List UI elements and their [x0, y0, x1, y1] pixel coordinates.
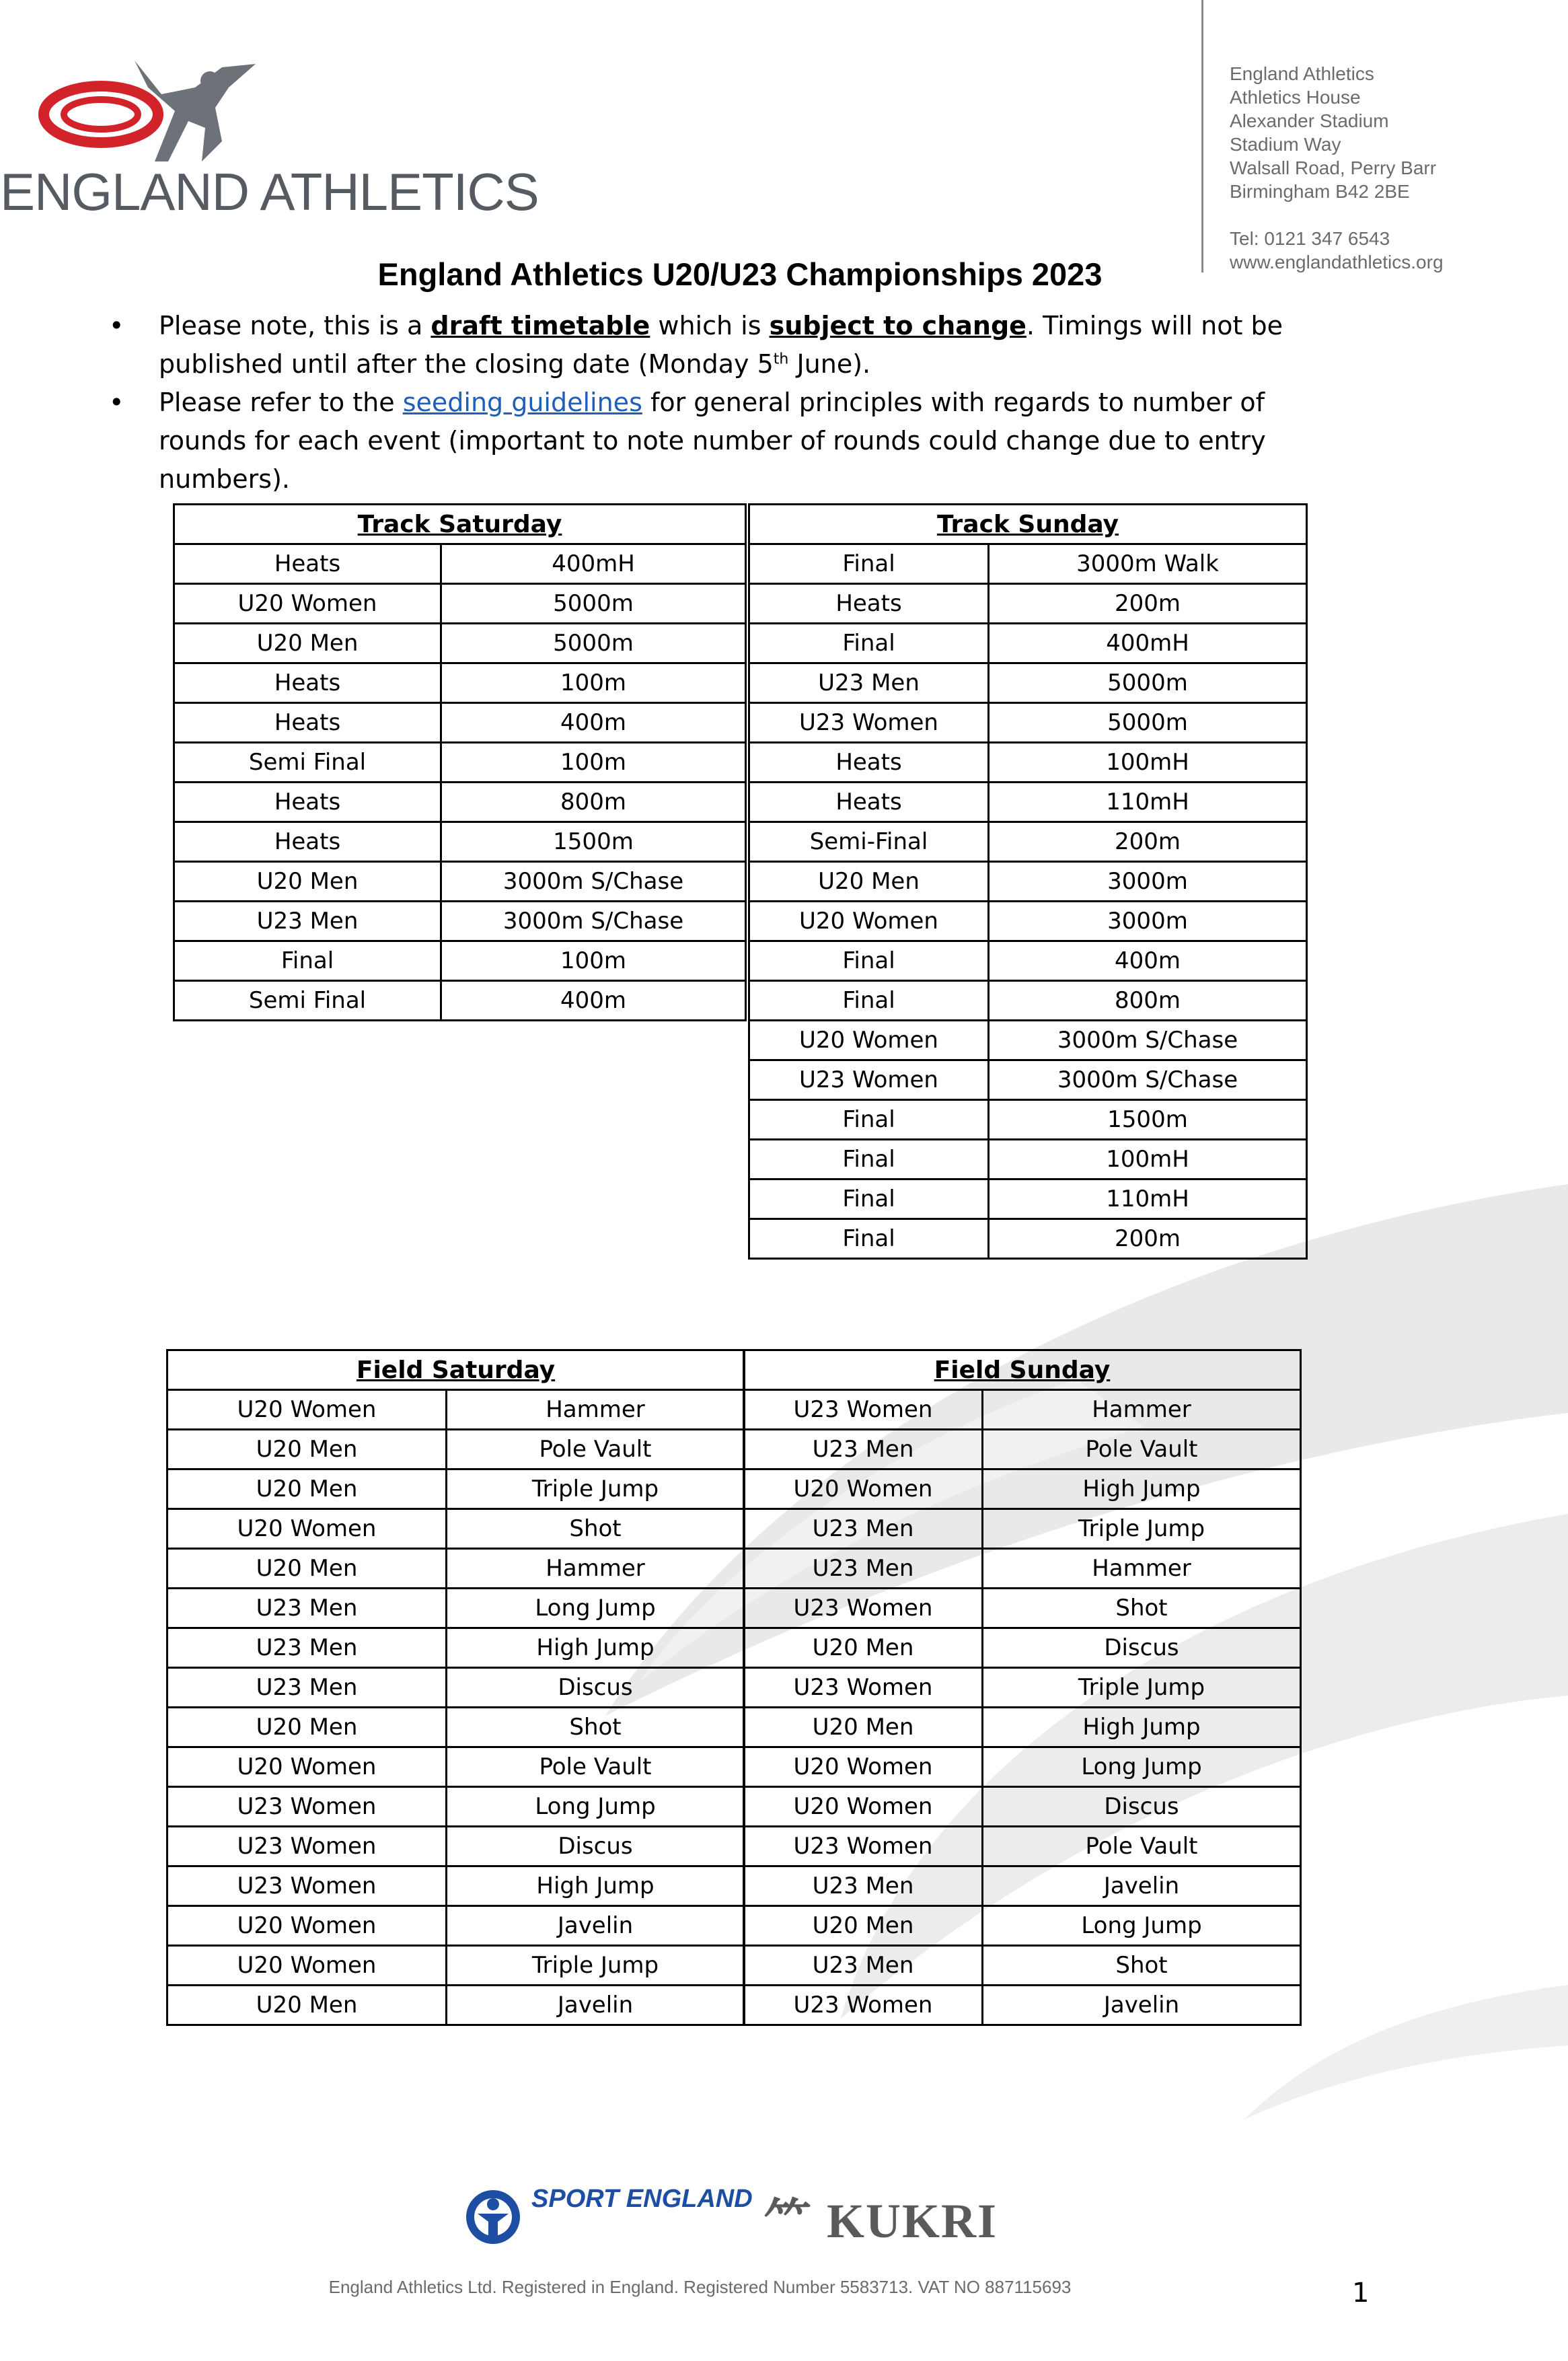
round-cell: U23 Women	[744, 1986, 983, 2025]
round-cell: U23 Women	[744, 1589, 983, 1628]
event-cell: 5000m	[441, 624, 746, 663]
table-row	[749, 584, 1307, 624]
event-cell: Discus	[447, 1827, 745, 1866]
website[interactable]: www.englandathletics.org	[1230, 252, 1444, 273]
address-line: Walsall Road, Perry Barr	[1230, 157, 1437, 178]
event-cell: 200m	[989, 584, 1307, 624]
round-cell: U23 Men	[744, 1509, 983, 1549]
round-cell: U23 Women	[167, 1827, 447, 1866]
round-cell: U20 Women	[749, 902, 989, 941]
event-cell: Hammer	[983, 1549, 1301, 1589]
address-line: Birmingham B42 2BE	[1230, 181, 1410, 202]
event-cell: High Jump	[983, 1469, 1301, 1509]
round-cell: U20 Men	[167, 1469, 447, 1509]
event-cell: 3000m S/Chase	[441, 862, 746, 902]
round-cell: U23 Men	[744, 1549, 983, 1589]
table-row	[749, 862, 1307, 902]
sport-england-logo: SPORT ENGLAND	[531, 2185, 753, 2213]
round-cell: U23 Men	[744, 1946, 983, 1986]
event-cell: Shot	[447, 1509, 745, 1549]
table-row	[744, 1430, 1301, 1469]
round-cell: U20 Women	[749, 1021, 989, 1060]
table-row	[749, 1021, 1307, 1060]
footer-legal: England Athletics Ltd. Registered in England. Registered Number 5583713. VAT NO 887115693	[328, 2277, 1072, 2297]
event-cell: 400m	[441, 703, 746, 743]
round-cell: U20 Women	[167, 1390, 447, 1430]
table-row	[167, 1469, 745, 1509]
table-row	[744, 1509, 1301, 1549]
event-cell: Triple Jump	[983, 1668, 1301, 1708]
table-title: Track Saturday	[174, 505, 746, 544]
address-line: England Athletics	[1230, 63, 1374, 84]
table-row	[744, 1708, 1301, 1747]
table-row	[744, 1628, 1301, 1668]
table-row	[167, 1906, 745, 1946]
sport-england-logo-icon	[463, 2187, 523, 2247]
table-row	[744, 1827, 1301, 1866]
table-row	[174, 624, 746, 663]
round-cell: U23 Men	[167, 1628, 447, 1668]
event-cell: Long Jump	[983, 1747, 1301, 1787]
event-cell: 3000m S/Chase	[989, 1060, 1307, 1100]
event-cell: Pole Vault	[983, 1827, 1301, 1866]
round-cell: U23 Women	[167, 1787, 447, 1827]
table-row	[167, 1589, 745, 1628]
table-row	[167, 1668, 745, 1708]
table-title: Field Saturday	[167, 1350, 745, 1390]
table-row	[167, 1628, 745, 1668]
event-cell: Hammer	[983, 1390, 1301, 1430]
event-cell: Discus	[447, 1668, 745, 1708]
event-cell: 800m	[441, 783, 746, 822]
round-cell: U23 Women	[744, 1668, 983, 1708]
event-cell: 400mH	[989, 624, 1307, 663]
table-row	[749, 663, 1307, 703]
table-row	[174, 584, 746, 624]
round-cell: U20 Men	[167, 1708, 447, 1747]
event-cell: Pole Vault	[983, 1430, 1301, 1469]
event-cell: Shot	[447, 1708, 745, 1747]
table-row	[174, 783, 746, 822]
table-row	[174, 743, 746, 783]
table-row	[167, 1509, 745, 1549]
table-row	[749, 822, 1307, 862]
round-cell: U20 Women	[744, 1787, 983, 1827]
round-cell: U23 Men	[744, 1866, 983, 1906]
event-cell: 100m	[441, 663, 746, 703]
table-row	[749, 783, 1307, 822]
round-cell: Final	[174, 941, 441, 981]
round-cell: U23 Men	[744, 1430, 983, 1469]
telephone: Tel: 0121 347 6543	[1230, 228, 1390, 249]
table-row	[749, 1100, 1307, 1140]
seeding-guidelines-link[interactable]: seeding guidelines	[402, 388, 642, 417]
event-cell: High Jump	[447, 1628, 745, 1668]
event-cell: High Jump	[447, 1866, 745, 1906]
table-row	[174, 981, 746, 1021]
bullet-icon: •	[109, 311, 124, 340]
round-cell: U20 Men	[744, 1708, 983, 1747]
table-row	[174, 544, 746, 584]
event-cell: Triple Jump	[983, 1509, 1301, 1549]
round-cell: U20 Women	[174, 584, 441, 624]
table-row	[167, 1747, 745, 1787]
round-cell: U23 Women	[744, 1827, 983, 1866]
note-item: • Please note, this is a draft timetable which is subject to change. Timings will not be published until after the closing date (Monday 5th June).	[101, 307, 1359, 384]
bullet-icon: •	[109, 388, 124, 417]
table-row	[744, 1390, 1301, 1430]
round-cell: U23 Men	[174, 902, 441, 941]
round-cell: Semi Final	[174, 981, 441, 1021]
table-row	[744, 1549, 1301, 1589]
round-cell: Heats	[174, 783, 441, 822]
address-divider	[1201, 0, 1203, 273]
event-cell: 3000m S/Chase	[441, 902, 746, 941]
field-saturday-table	[166, 1349, 745, 2026]
address-line: Athletics House	[1230, 87, 1361, 108]
address-line: Alexander Stadium	[1230, 110, 1389, 131]
address-line: Stadium Way	[1230, 134, 1341, 155]
event-cell: Hammer	[447, 1549, 745, 1589]
round-cell: U20 Men	[749, 862, 989, 902]
round-cell: U20 Men	[167, 1549, 447, 1589]
event-cell: 800m	[989, 981, 1307, 1021]
event-cell: Javelin	[447, 1906, 745, 1946]
document-title: England Athletics U20/U23 Championships 2023	[377, 256, 1103, 292]
table-row	[749, 1219, 1307, 1259]
table-row	[174, 902, 746, 941]
event-cell: 400m	[441, 981, 746, 1021]
round-cell: U20 Women	[744, 1469, 983, 1509]
round-cell: Final	[749, 981, 989, 1021]
logo-wordmark: ENGLAND ATHLETICS	[0, 162, 539, 221]
table-row	[174, 822, 746, 862]
table-row	[744, 1986, 1301, 2025]
round-cell: Final	[749, 1100, 989, 1140]
round-cell: U23 Women	[744, 1390, 983, 1430]
table-row	[749, 743, 1307, 783]
event-cell: 3000m	[989, 902, 1307, 941]
round-cell: Heats	[174, 544, 441, 584]
event-cell: 110mH	[989, 783, 1307, 822]
round-cell: U23 Women	[749, 1060, 989, 1100]
round-cell: U20 Men	[744, 1628, 983, 1668]
event-cell: 1500m	[989, 1100, 1307, 1140]
round-cell: Final	[749, 1140, 989, 1179]
table-row	[744, 1589, 1301, 1628]
event-cell: Long Jump	[447, 1787, 745, 1827]
table-row	[167, 1946, 745, 1986]
event-cell: 1500m	[441, 822, 746, 862]
event-cell: 100mH	[989, 1140, 1307, 1179]
table-row	[167, 1787, 745, 1827]
event-cell: 5000m	[989, 663, 1307, 703]
event-cell: Long Jump	[447, 1589, 745, 1628]
event-cell: Javelin	[447, 1986, 745, 2025]
event-cell: 400m	[989, 941, 1307, 981]
event-cell: 3000m Walk	[989, 544, 1307, 584]
table-title: Field Sunday	[744, 1350, 1301, 1390]
table-row	[749, 544, 1307, 584]
table-row	[744, 1747, 1301, 1787]
round-cell: Final	[749, 941, 989, 981]
round-cell: U20 Women	[167, 1946, 447, 1986]
round-cell: U20 Men	[744, 1906, 983, 1946]
table-row	[744, 1787, 1301, 1827]
table-row	[749, 703, 1307, 743]
event-cell: 110mH	[989, 1179, 1307, 1219]
table-row	[167, 1430, 745, 1469]
event-cell: High Jump	[983, 1708, 1301, 1747]
round-cell: U20 Men	[167, 1986, 447, 2025]
event-cell: Pole Vault	[447, 1747, 745, 1787]
table-row	[749, 981, 1307, 1021]
table-row	[167, 1708, 745, 1747]
round-cell: Heats	[749, 584, 989, 624]
round-cell: U23 Men	[167, 1668, 447, 1708]
table-row	[174, 663, 746, 703]
event-cell: Javelin	[983, 1986, 1301, 2025]
round-cell: Heats	[749, 743, 989, 783]
table-row	[744, 1866, 1301, 1906]
table-row	[749, 902, 1307, 941]
event-cell: Shot	[983, 1589, 1301, 1628]
event-cell: 5000m	[989, 703, 1307, 743]
round-cell: U23 Women	[749, 703, 989, 743]
table-row	[744, 1469, 1301, 1509]
event-cell: 400mH	[441, 544, 746, 584]
event-cell: 100m	[441, 743, 746, 783]
field-sunday-table	[743, 1349, 1302, 2026]
round-cell: Final	[749, 544, 989, 584]
table-row	[744, 1906, 1301, 1946]
table-row	[749, 1140, 1307, 1179]
event-cell: Discus	[983, 1787, 1301, 1827]
table-row	[167, 1866, 745, 1906]
table-row	[749, 1060, 1307, 1100]
event-cell: 3000m	[989, 862, 1307, 902]
event-cell: 100mH	[989, 743, 1307, 783]
event-cell: Pole Vault	[447, 1430, 745, 1469]
table-row	[167, 1390, 745, 1430]
event-cell: Discus	[983, 1628, 1301, 1668]
round-cell: Final	[749, 624, 989, 663]
round-cell: Heats	[174, 822, 441, 862]
table-row	[174, 941, 746, 981]
event-cell: 200m	[989, 822, 1307, 862]
event-cell: 100m	[441, 941, 746, 981]
track-saturday-table	[173, 503, 747, 1021]
round-cell: Heats	[174, 703, 441, 743]
table-row	[749, 624, 1307, 663]
event-cell: Javelin	[983, 1866, 1301, 1906]
address-block	[1230, 62, 1444, 274]
round-cell: U20 Women	[167, 1509, 447, 1549]
round-cell: Final	[749, 1179, 989, 1219]
table-row	[167, 1549, 745, 1589]
round-cell: U23 Men	[749, 663, 989, 703]
event-cell: 200m	[989, 1219, 1307, 1259]
table-row	[749, 941, 1307, 981]
event-cell: Hammer	[447, 1390, 745, 1430]
table-row	[744, 1946, 1301, 1986]
table-row	[744, 1668, 1301, 1708]
table-row	[749, 1179, 1307, 1219]
notes-list	[101, 307, 1359, 499]
round-cell: Heats	[174, 663, 441, 703]
event-cell: Triple Jump	[447, 1469, 745, 1509]
table-row	[174, 862, 746, 902]
event-cell: 3000m S/Chase	[989, 1021, 1307, 1060]
round-cell: U20 Men	[167, 1430, 447, 1469]
round-cell: U23 Men	[167, 1589, 447, 1628]
page-number: 1	[1352, 2278, 1370, 2309]
round-cell: Final	[749, 1219, 989, 1259]
round-cell: U23 Women	[167, 1866, 447, 1906]
table-row	[167, 1986, 745, 2025]
table-row	[167, 1827, 745, 1866]
note-item: • Please refer to the seeding guidelines for general principles with regards to number of rounds for each event (important to note number of rounds could change due to entry numbers).	[101, 384, 1359, 499]
table-title: Track Sunday	[749, 505, 1307, 544]
event-cell: Triple Jump	[447, 1946, 745, 1986]
round-cell: Semi-Final	[749, 822, 989, 862]
round-cell: Semi Final	[174, 743, 441, 783]
track-sunday-table	[748, 503, 1308, 1260]
event-cell: Long Jump	[983, 1906, 1301, 1946]
round-cell: U20 Women	[167, 1906, 447, 1946]
table-row	[174, 703, 746, 743]
event-cell: Shot	[983, 1946, 1301, 1986]
round-cell: U20 Women	[167, 1747, 447, 1787]
round-cell: Heats	[749, 783, 989, 822]
round-cell: U20 Men	[174, 624, 441, 663]
event-cell: 5000m	[441, 584, 746, 624]
kukri-logo: ⺮ KUKRI	[763, 2194, 998, 2248]
round-cell: U20 Women	[744, 1747, 983, 1787]
round-cell: U20 Men	[174, 862, 441, 902]
